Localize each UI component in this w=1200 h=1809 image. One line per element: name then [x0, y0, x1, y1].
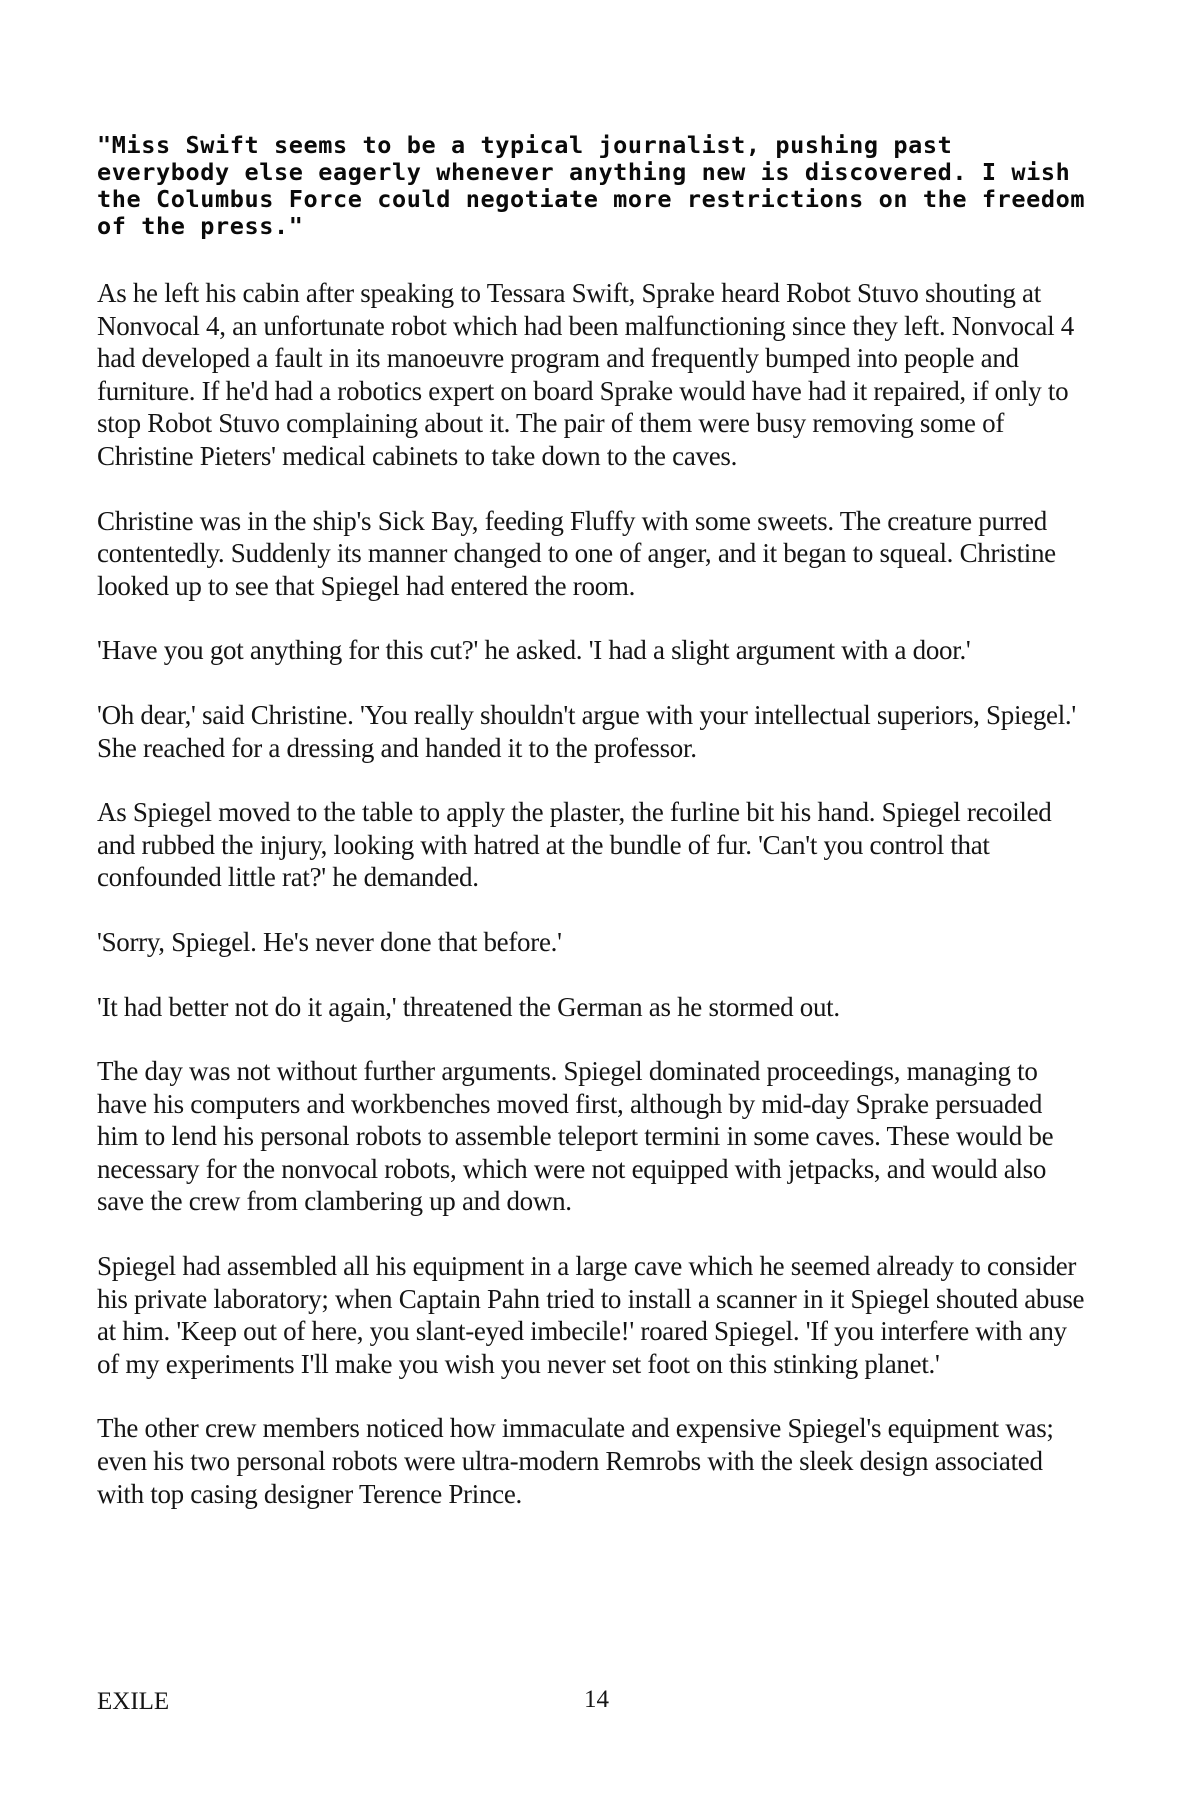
paragraph-8: The day was not without further arguments. Spiegel dominated proceedings, managing to have his computers and workbenches moved first, although by mid-day Sprake persuaded him to lend his personal robots to assemble teleport termini in some caves. These would be necessary for the nonvocal robots, which were not equipped with jetpacks, and would also save the crew from clambering up and down.	[97, 1056, 1054, 1217]
paragraph-4: 'Oh dear,' said Christine. 'You really shouldn't argue with your intellectual superiors, Spiegel.' She reached for a dressing and handed it to the professor.	[97, 699, 1076, 763]
paragraph-1: As he left his cabin after speaking to Tessara Swift, Sprake heard Robot Stuvo shouting at Nonvocal 4, an unfortunate robot which had been malfunctioning since they left. Nonvocal 4 had developed a fault in its manoeuvre program and frequently bumped into people and furniture. If he'd had a robotics expert on board Sprake would have had it repaired, if only to stop Robot Stuvo complaining about it. The pair of them were busy removing some of Christine Pieters' medical cabinets to take down to the caves.	[97, 278, 1074, 471]
paragraph-10: The other crew members noticed how immaculate and expensive Spiegel's equipment was; even his two personal robots were ultra-modern Remrobs with the sleek design associated with top casing designer Terence Prince.	[97, 1413, 1054, 1509]
epigraph-quote: "Miss Swift seems to be a typical journalist, pushing past everybody else eagerly whenever anything new is discovered. I wish the Columbus Force could negotiate more restrictions on the freedom of the press."	[97, 131, 1086, 240]
paragraph-6: 'Sorry, Spiegel. He's never done that before.'	[97, 926, 562, 957]
paragraph-3: 'Have you got anything for this cut?' he asked. 'I had a slight argument with a door.'	[97, 635, 971, 666]
page-number: 14	[584, 1686, 609, 1713]
paragraph-5: As Spiegel moved to the table to apply the plaster, the furline bit his hand. Spiegel recoiled and rubbed the injury, looking with hatred at the bundle of fur. 'Can't you control that confounded little rat?' he demanded.	[97, 797, 1052, 893]
page-body	[97, 132, 1087, 1542]
paragraph-9: Spiegel had assembled all his equipment in a large cave which he seemed already to consider his private laboratory; when Captain Pahn tried to install a scanner in it Spiegel shouted abuse at him. 'Keep out of here, you slant-eyed imbecile!' roared Spiegel. 'If you interfere with any of my experiments I'll make you wish you never set foot on this stinking planet.'	[97, 1251, 1085, 1379]
paragraph-2: Christine was in the ship's Sick Bay, feeding Fluffy with some sweets. The creature purred contentedly. Suddenly its manner changed to one of anger, and it began to squeal. Christine looked up to see that Spiegel had entered the room.	[97, 505, 1056, 601]
footer-title: EXILE	[97, 1688, 170, 1715]
paragraph-7: 'It had better not do it again,' threatened the German as he stormed out.	[97, 991, 840, 1022]
